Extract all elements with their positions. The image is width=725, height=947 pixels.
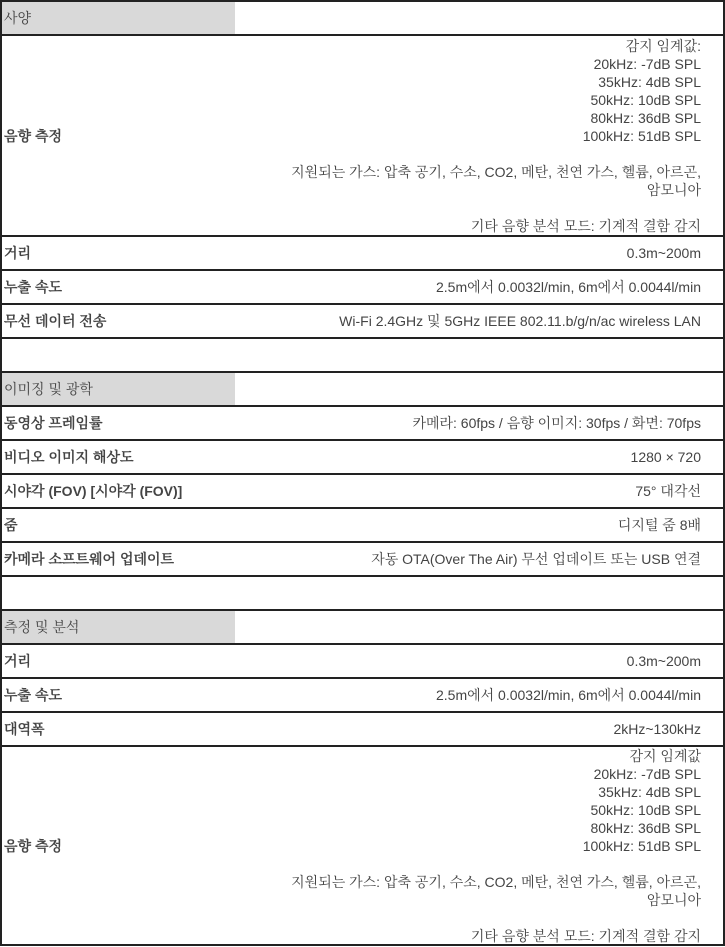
section-header-shade [2, 2, 235, 34]
spec-row-distance [0, 235, 725, 269]
threshold-20khz: 20kHz: -7dB SPL [593, 56, 701, 72]
threshold-20khz: 20kHz: -7dB SPL [593, 766, 701, 782]
threshold-35khz: 35kHz: 4dB SPL [598, 784, 701, 800]
line-gap [291, 145, 701, 163]
section-header-specs [0, 0, 725, 34]
threshold-80khz: 80kHz: 36dB SPL [590, 820, 701, 836]
spec-value: 2kHz~130kHz [613, 721, 701, 737]
supported-gases: 지원되는 가스: 압축 공기, 수소, CO2, 메탄, 천연 가스, 헬륨, 아르곤, [291, 164, 701, 180]
spec-value: 75° 대각선 [635, 483, 701, 499]
spec-key: 카메라 소프트웨어 업데이트 [4, 551, 175, 567]
spec-key: 동영상 프레임률 [4, 415, 103, 431]
threshold-80khz: 80kHz: 36dB SPL [590, 110, 701, 126]
spec-key: 거리 [4, 653, 32, 669]
other-analysis-modes: 기타 음향 분석 모드: 기계적 결함 감지 [470, 218, 701, 234]
section-title: 이미징 및 광학 [4, 381, 93, 397]
spec-row-leak-rate [0, 677, 725, 711]
spec-row-fov [0, 473, 725, 507]
section-title: 사양 [4, 10, 32, 26]
threshold-35khz: 35kHz: 4dB SPL [598, 74, 701, 90]
spec-value: 2.5m에서 0.0032l/min, 6m에서 0.0044l/min [436, 279, 701, 295]
spec-key: 대역폭 [4, 721, 45, 737]
spec-row-leak-rate [0, 269, 725, 303]
spec-key: 무선 데이터 전송 [4, 313, 107, 329]
spec-row-wireless [0, 303, 725, 337]
spec-value-multiline [291, 34, 723, 237]
threshold-50khz: 50kHz: 10dB SPL [590, 802, 701, 818]
section-header-measurement [0, 609, 725, 643]
spec-key: 누출 속도 [4, 279, 62, 295]
supported-gases-cont: 암모니아 [646, 892, 701, 908]
line-gap [291, 855, 701, 873]
spec-key: 음향 측정 [4, 837, 62, 854]
spec-value: 디지털 줌 8배 [617, 517, 701, 533]
section-title: 측정 및 분석 [4, 619, 80, 635]
threshold-title: 감지 임계값 [629, 748, 701, 764]
spec-row-resolution [0, 439, 725, 473]
section-header-imaging [0, 371, 725, 405]
spec-row-software-update [0, 541, 725, 575]
spec-key: 거리 [4, 245, 32, 261]
threshold-title: 감지 임계값: [625, 38, 701, 54]
supported-gases: 지원되는 가스: 압축 공기, 수소, CO2, 메탄, 천연 가스, 헬륨, 아르곤, [291, 874, 701, 890]
spec-value-multiline [291, 744, 723, 947]
spec-row-frame-rate [0, 405, 725, 439]
spacer-row [0, 337, 725, 371]
line-gap [291, 909, 701, 927]
spec-value: 2.5m에서 0.0032l/min, 6m에서 0.0044l/min [436, 687, 701, 703]
spec-value: 0.3m~200m [626, 245, 701, 261]
line-gap [291, 199, 701, 217]
spec-value: 1280 × 720 [630, 449, 701, 465]
spacer-row [0, 575, 725, 609]
spec-row-acoustic-measurement [0, 34, 725, 235]
spec-value: Wi-Fi 2.4GHz 및 5GHz IEEE 802.11.b/g/n/ac wireless LAN [339, 313, 701, 329]
spec-row-zoom [0, 507, 725, 541]
spec-row-distance [0, 643, 725, 677]
spec-row-acoustic-measurement [0, 745, 725, 946]
supported-gases-cont: 암모니아 [646, 182, 701, 198]
spec-key: 시야각 (FOV) [시야각 (FOV)] [4, 483, 183, 499]
spec-row-bandwidth [0, 711, 725, 745]
spec-key: 음향 측정 [4, 127, 62, 144]
spec-value: 자동 OTA(Over The Air) 무선 업데이트 또는 USB 연결 [371, 551, 701, 567]
spec-value: 0.3m~200m [626, 653, 701, 669]
spec-value: 카메라: 60fps / 음향 이미지: 30fps / 화면: 70fps [412, 415, 701, 431]
threshold-50khz: 50kHz: 10dB SPL [590, 92, 701, 108]
spec-key: 비디오 이미지 해상도 [4, 449, 134, 465]
threshold-100khz: 100kHz: 51dB SPL [582, 128, 701, 144]
spec-key: 줌 [4, 517, 18, 533]
threshold-100khz: 100kHz: 51dB SPL [582, 838, 701, 854]
spec-key: 누출 속도 [4, 687, 62, 703]
other-analysis-modes: 기타 음향 분석 모드: 기계적 결함 감지 [470, 928, 701, 944]
